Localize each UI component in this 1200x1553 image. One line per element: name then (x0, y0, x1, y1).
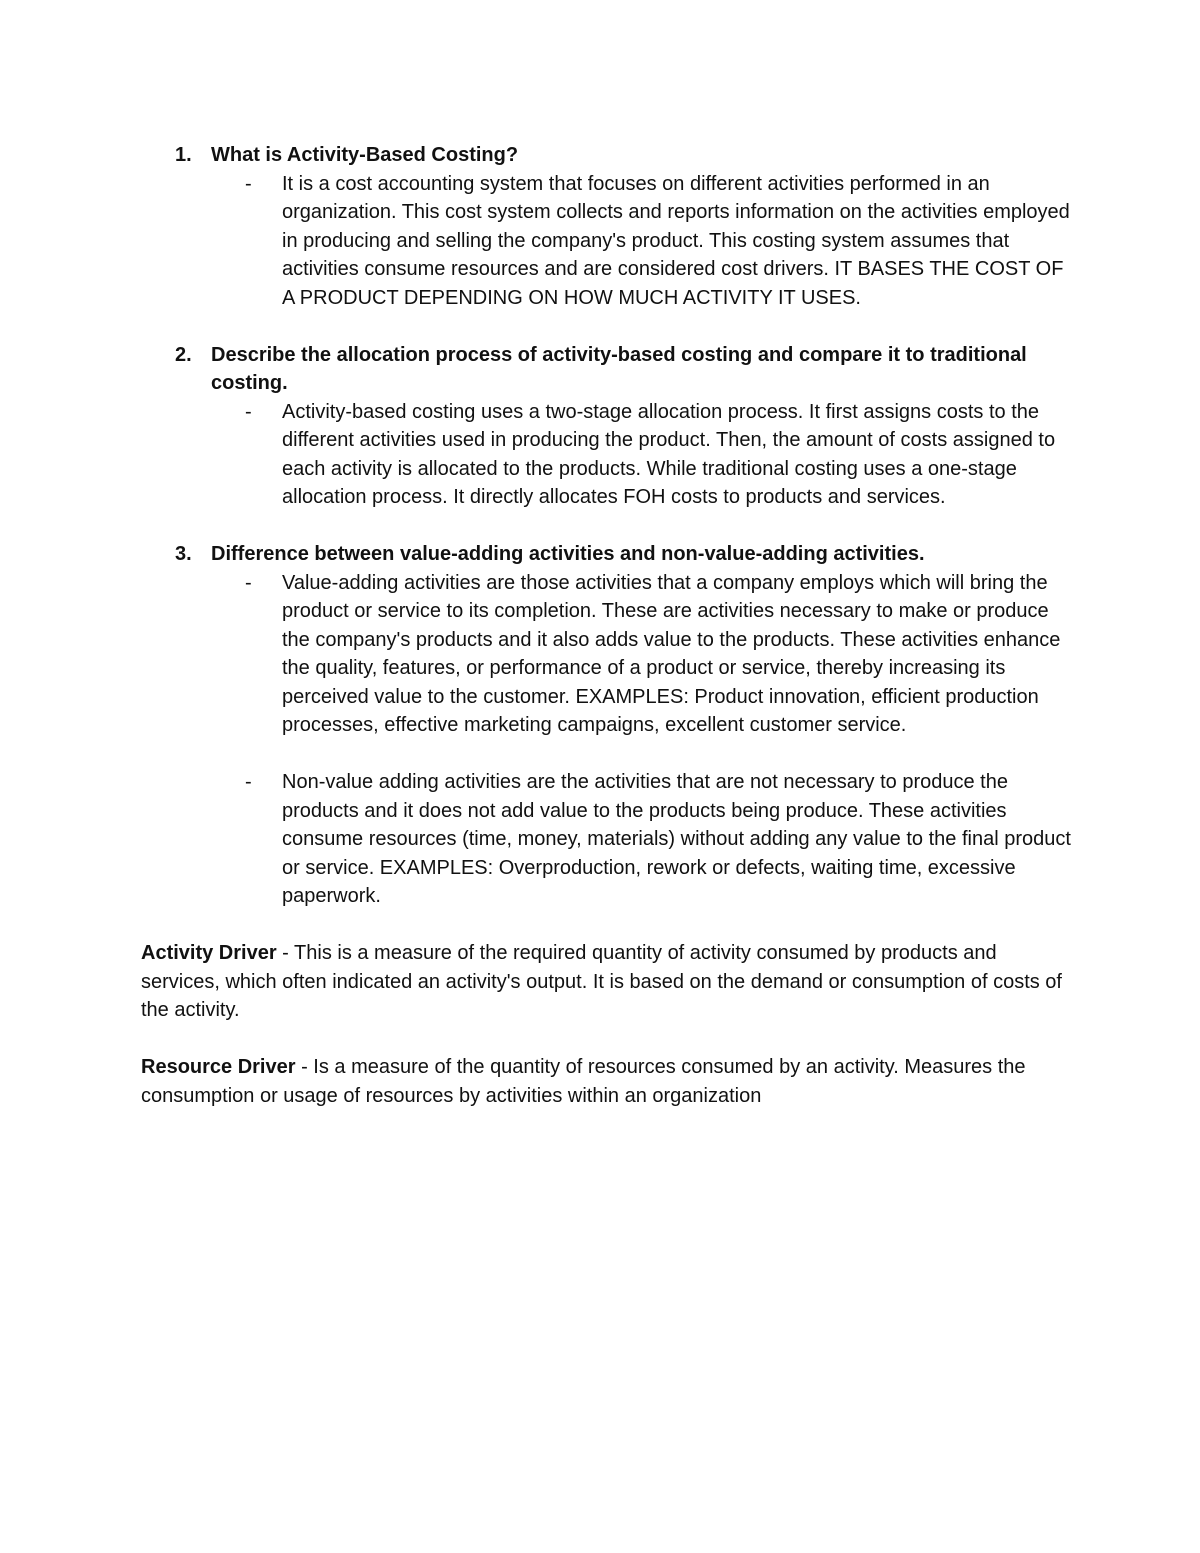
question-item (141, 141, 1071, 312)
definition-activity-driver (141, 939, 1071, 1025)
answer-text: Value-adding activities are those activities that a company employs which will bring the product or service to its completion. These are activities necessary to make or produce the company's products and it also adds value to the products. These activities enhance the quality, features, or performance of a product or service, thereby increasing its perceived value to the customer. EXAMPLES: Product innovation, efficient production processes, effective marketing campaigns, excellent customer service. (282, 571, 1061, 736)
answer-list (211, 398, 1071, 512)
definition-term: Resource Driver (141, 1056, 296, 1078)
answer-item (211, 569, 1071, 740)
answer-list (211, 569, 1071, 911)
answer-item (211, 398, 1071, 512)
answer-list (211, 170, 1071, 313)
question-list (141, 141, 1071, 911)
dash-bullet: - (245, 571, 252, 594)
question-title: Describe the allocation process of activity-based costing and compare it to traditional costing. (211, 343, 1027, 394)
dash-bullet: - (245, 400, 252, 423)
definition-term: Activity Driver (141, 942, 277, 964)
dash-bullet: - (245, 172, 252, 195)
definition-resource-driver (141, 1053, 1071, 1110)
answer-text: It is a cost accounting system that focuses on different activities performed in an organization. This cost system collects and reports information on the activities employed in producing and selling the company's product. This costing system assumes that activities consume resources and are considered cost drivers. IT BASES THE COST OF A PRODUCT DEPENDING ON HOW MUCH ACTIVITY IT USES. (282, 172, 1070, 309)
definition-text: - Is a measure of the quantity of resources consumed by an activity. Measures the consumption or usage of resources by activities within an organization (141, 1056, 1026, 1107)
question-number: 2. (175, 343, 192, 366)
answer-item (211, 170, 1071, 313)
question-item (141, 341, 1071, 512)
question-title: Difference between value-adding activities and non-value-adding activities. (211, 543, 925, 565)
definition-text: - This is a measure of the required quantity of activity consumed by products and services, which often indicated an activity's output. It is based on the demand or consumption of costs of the activity. (141, 942, 1062, 1021)
question-item (141, 540, 1071, 911)
question-title: What is Activity-Based Costing? (211, 144, 519, 166)
document-body (141, 141, 1071, 1139)
answer-text: Non-value adding activities are the activities that are not necessary to produce the products and it does not add value to the products being produce. These activities consume resources (time, money, materials) without adding any value to the final product or service. EXAMPLES: Overproduction, rework or defects, waiting time, excessive paperwork. (282, 771, 1071, 907)
question-number: 1. (175, 144, 192, 166)
dash-bullet: - (245, 771, 252, 793)
answer-item (211, 768, 1071, 911)
question-number: 3. (175, 543, 192, 565)
answer-text: Activity-based costing uses a two-stage allocation process. It first assigns costs to the different activities used in producing the product. Then, the amount of costs assigned to each activity is allocated to the products. While traditional costing uses a one-stage allocation process. It directly allocates FOH costs to products and services. (282, 400, 1056, 508)
